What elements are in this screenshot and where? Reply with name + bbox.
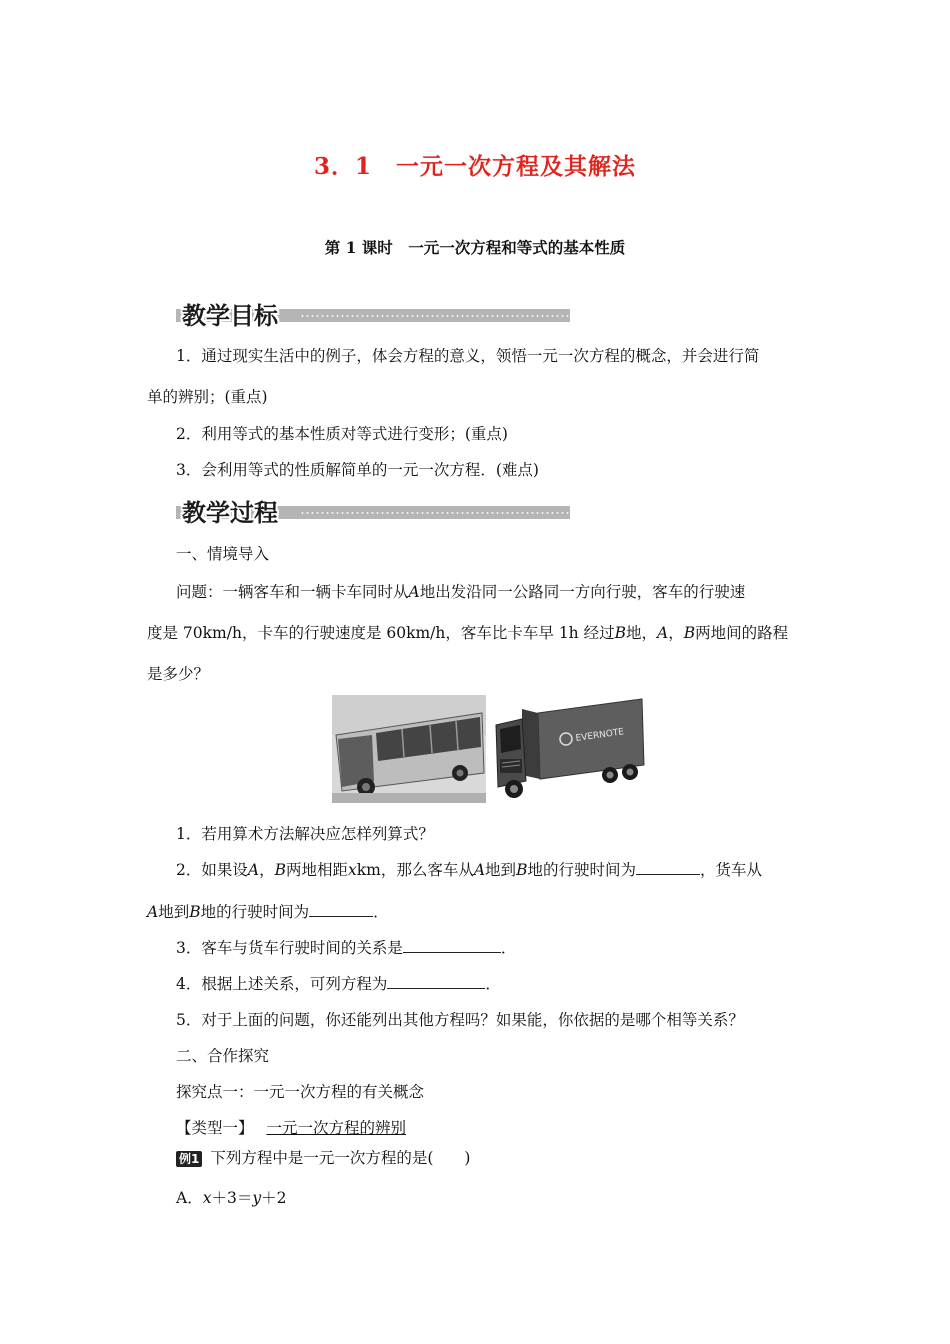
text: km，那么客车从 (356, 861, 474, 879)
text: 地的行驶时间为 (527, 861, 636, 879)
answer-blank[interactable] (636, 860, 700, 875)
question-3 (176, 936, 516, 958)
option-a (176, 1186, 286, 1208)
goal-item-3: 3．会利用等式的性质解简单的一元一次方程．(难点) (176, 461, 539, 479)
text: 问题：一辆客车和一辆卡车同时从 (176, 583, 409, 601)
var-a: A (247, 861, 260, 879)
type-title: 一元一次方程的辨别 (266, 1119, 406, 1137)
bus-illustration (332, 695, 486, 803)
answer-blank[interactable] (387, 974, 485, 989)
var-b: B (189, 903, 201, 921)
question-5: 5．对于上面的问题，你还能列出其他方程吗？如果能，你依据的是哪个相等关系？ (176, 1011, 744, 1029)
question-2 (176, 858, 762, 880)
answer-blank[interactable] (309, 902, 373, 917)
var-b: B (683, 624, 696, 642)
goals-banner (176, 296, 570, 332)
type-tag: 【类型一】 (176, 1119, 254, 1137)
text: 地， (625, 624, 657, 642)
text: ， (259, 861, 275, 879)
type-1-heading (176, 1116, 406, 1138)
problem-line-2 (147, 621, 788, 643)
text: ． (485, 975, 501, 993)
var-x: x (202, 1189, 212, 1207)
text: 度是 70km/h，卡车的行驶速度是 60km/h，客车比卡车早 1h 经过 (147, 624, 615, 642)
answer-blank[interactable] (403, 938, 501, 953)
doc-title: 3．1 一元一次方程及其解法 (313, 153, 636, 180)
var-a: A (408, 583, 420, 601)
text: 地到 (158, 903, 190, 921)
text: 两地相距 (285, 861, 348, 879)
section-2-heading: 二、合作探究 (176, 1047, 270, 1065)
var-a: A (657, 624, 669, 642)
doc-subtitle: 第 1 课时 一元一次方程和等式的基本性质 (324, 238, 626, 257)
truck-illustration (492, 695, 648, 803)
text: ， (668, 624, 684, 642)
text: ． (373, 903, 389, 921)
text: ＋3＝ (211, 1189, 253, 1207)
text: 两地间的路程 (695, 624, 789, 642)
question-4 (176, 972, 501, 994)
problem-line-1 (176, 580, 745, 602)
goal-item-1: 1．通过现实生活中的例子，体会方程的意义，领悟一元一次方程的概念，并会进行简 (176, 347, 760, 365)
var-b: B (614, 624, 626, 642)
example-badge: 例1 (176, 1151, 202, 1167)
goals-heading: 教学目标 (182, 302, 278, 330)
text: 4．根据上述关系，可列方程为 (176, 975, 388, 993)
bus-photo (332, 695, 486, 803)
explore-point-1: 探究点一：一元一次方程的有关概念 (176, 1083, 425, 1101)
problem-line-3: 是多少？ (147, 665, 210, 683)
text: 地出发沿同一公路同一方向行驶，客车的行驶速 (419, 583, 746, 601)
text: ＋2 (261, 1189, 287, 1207)
goal-item-1-cont: 单的辨别；(重点) (147, 388, 268, 406)
goal-item-2: 2．利用等式的基本性质对等式进行变形；(重点) (176, 425, 508, 443)
question-2-cont (147, 900, 389, 922)
truck-photo (492, 695, 648, 803)
text: 3．客车与货车行驶时间的关系是 (176, 939, 403, 957)
var-a: A (147, 903, 159, 921)
var-b: B (274, 861, 286, 879)
var-b: B (516, 861, 528, 879)
banner-dots (300, 512, 570, 514)
section-1-heading: 一、情境导入 (176, 545, 270, 563)
truck-logo-text: EVERNOTE (575, 727, 625, 744)
text: ． (500, 939, 517, 957)
text: ，货车从 (699, 861, 762, 879)
example-1 (176, 1146, 470, 1168)
process-heading: 教学过程 (182, 499, 278, 527)
var-x: x (348, 861, 357, 879)
var-y: y (252, 1189, 262, 1207)
banner-dots (300, 315, 570, 317)
question-1: 1．若用算术方法解决应怎样列算式？ (176, 825, 434, 843)
example-text: 下列方程中是一元一次方程的是( ) (210, 1149, 471, 1167)
text: 2．如果设 (176, 861, 248, 879)
text: 地到 (485, 861, 517, 879)
option-label: A． (176, 1189, 203, 1207)
text: 地的行驶时间为 (200, 903, 310, 921)
var-a: A (473, 861, 486, 879)
process-banner (176, 493, 570, 529)
